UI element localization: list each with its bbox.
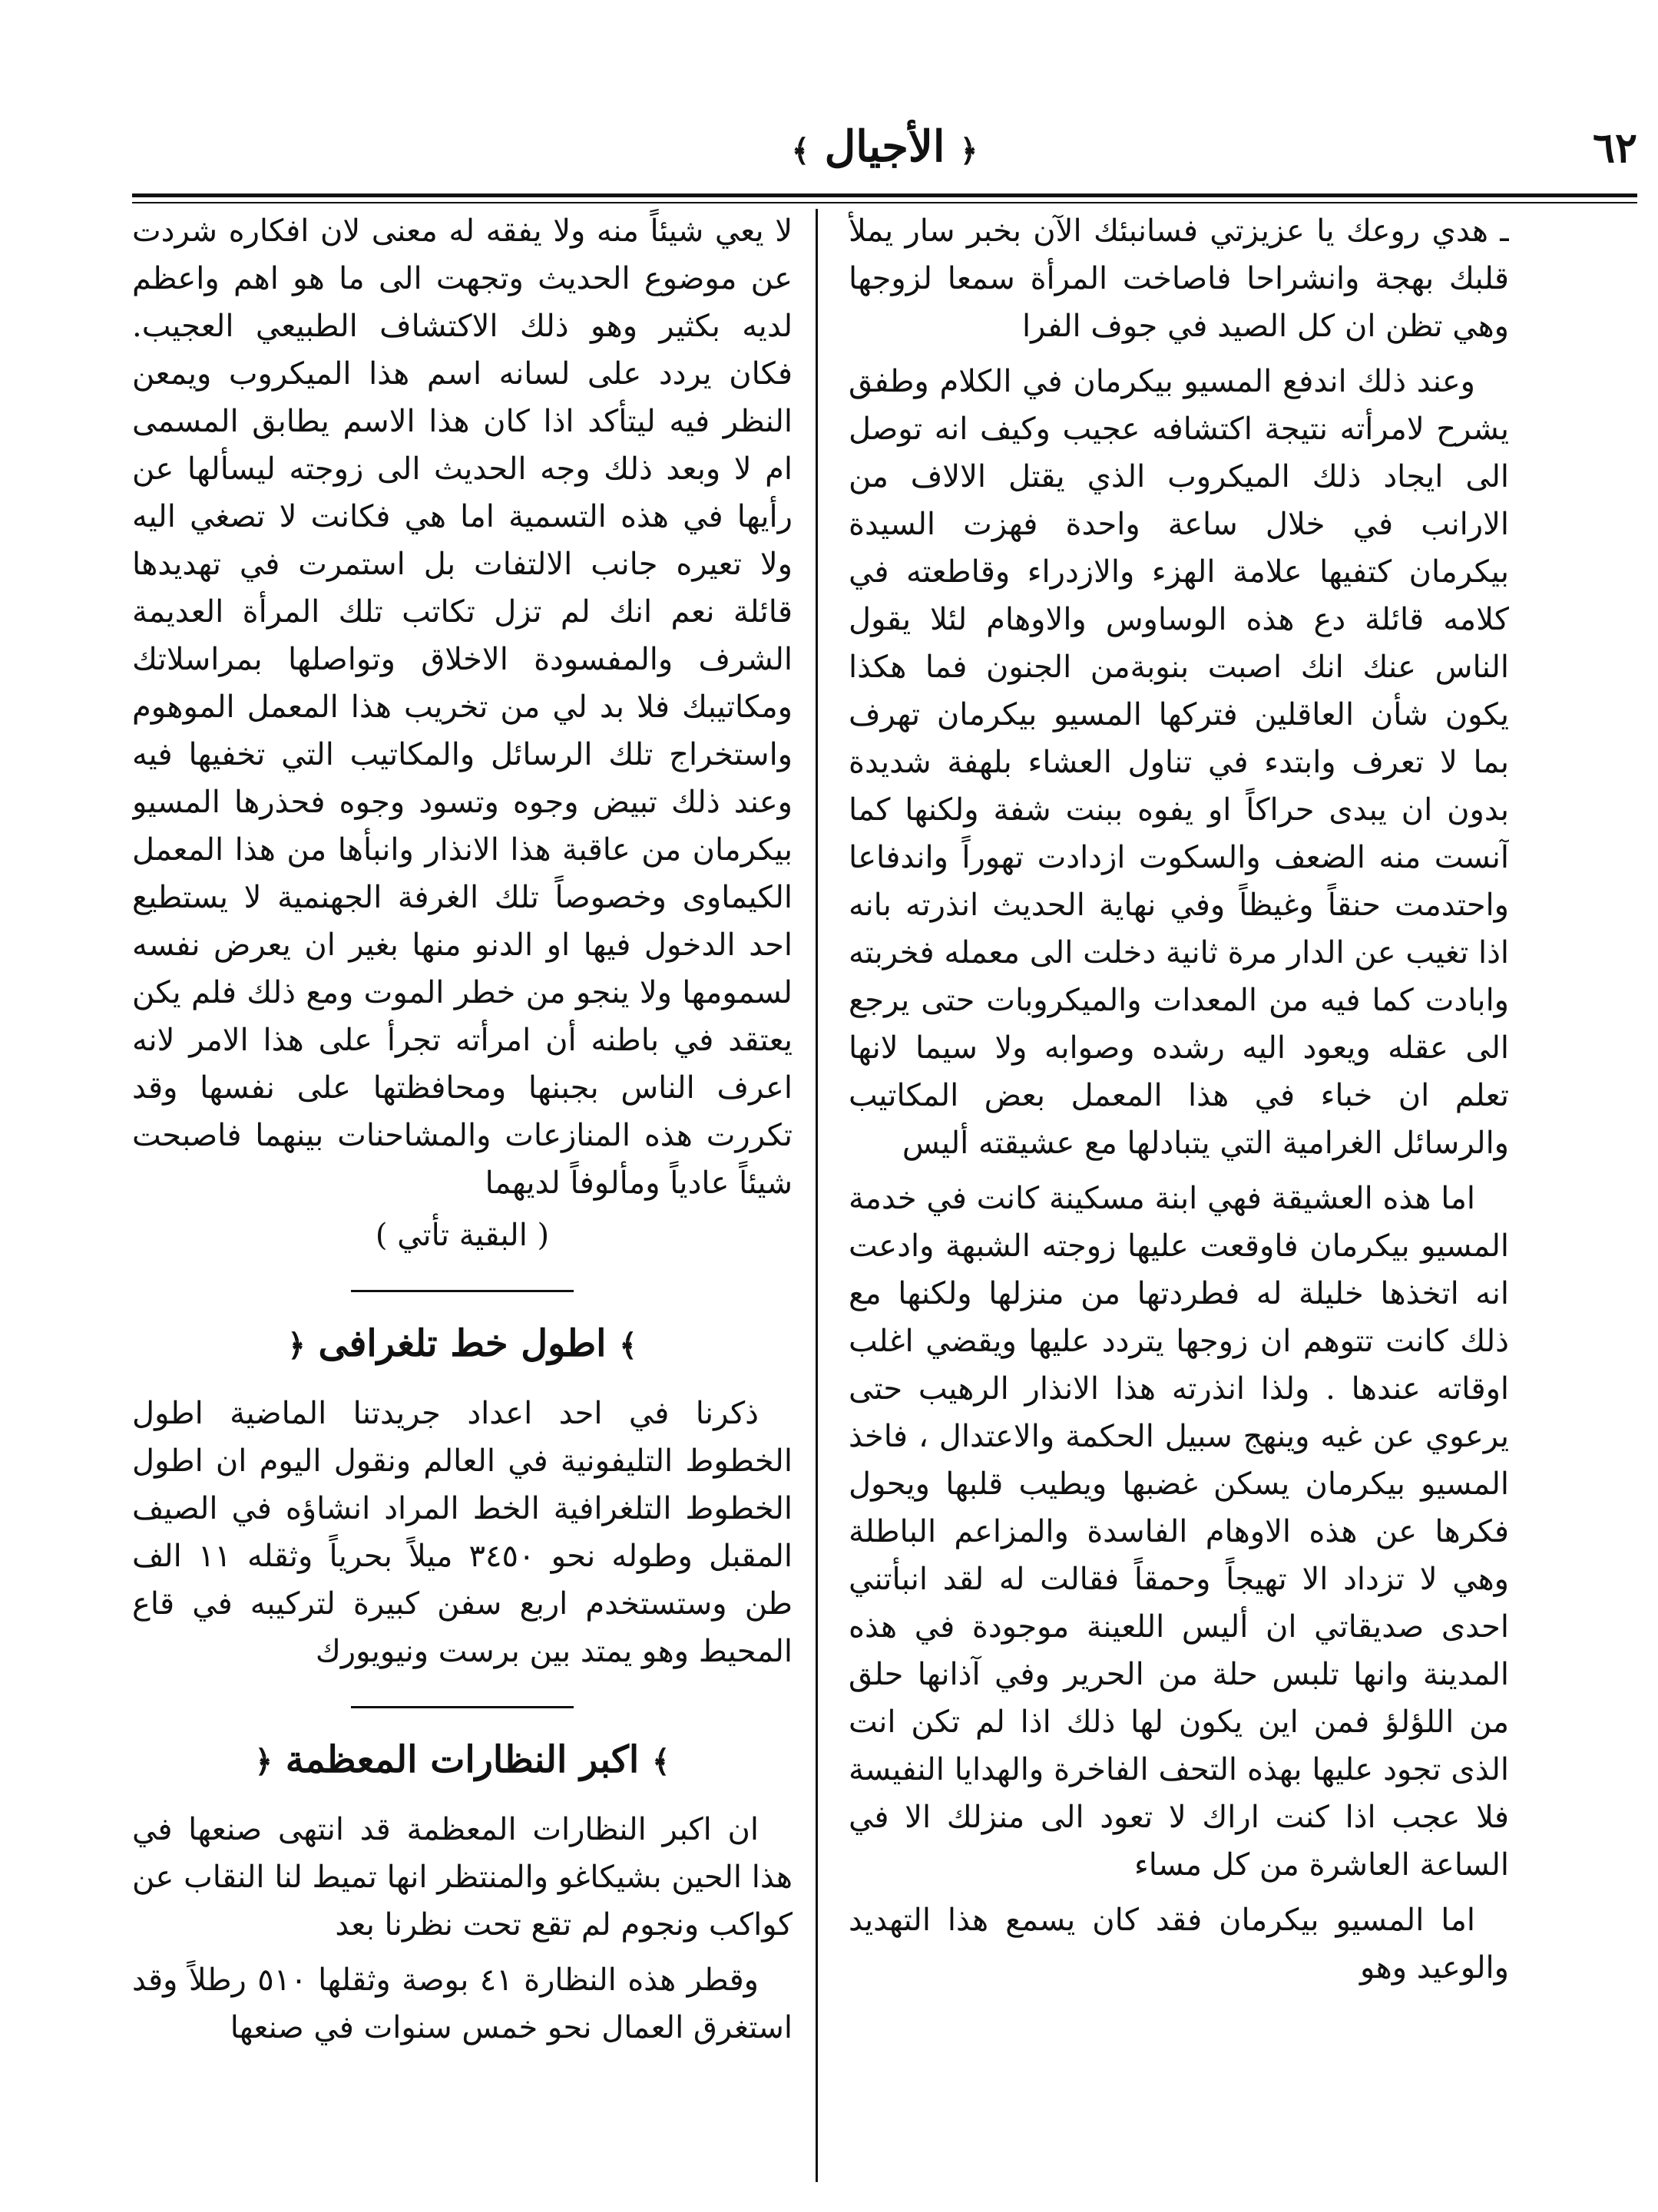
continued-note: ( البقية تأتي ): [375, 1218, 550, 1253]
paragraph: ـ هدي روعك يا عزيزتي فسانبئك الآن بخبر سار يملأ قلبك بهجة وانشراحا فاصاخت المرأة سمعا لزوجها وهي تظن ان كل الصيد في جوف الفرا: [849, 213, 1509, 344]
title-ornament: ﴿: [287, 1328, 306, 1364]
column-divider: [816, 209, 818, 2182]
title-ornament-left: ﴿: [959, 133, 978, 169]
title-ornament: ﴿: [254, 1744, 273, 1780]
section-divider: [351, 1706, 574, 1708]
section-divider: [351, 1290, 574, 1292]
title-ornament-right: ﴾: [791, 133, 810, 169]
title-ornament: ﴾: [619, 1328, 637, 1364]
page-header: [132, 115, 1637, 184]
paragraph: وعند ذلك اندفع المسيو بيكرمان في الكلام وطفق يشرح لامرأته نتيجة اكتشافه عجيب وكيف انه توصل الى ايجاد ذلك الميكروب الذي يقتل الالاف من الارانب في خلال ساعة واحدة فهزت السيدة بيكرمان كتفيها علامة الهزء والازدراء وقاطعته في كلامه قائلة دع هذه الوساوس والاوهام لئلا يقول الناس عنك انك اصبت بنوبةمن الجنون فما هكذا يكون شأن العاقلين فتركها المسيو بيكرمان تهرف بما لا تعرف وابتدء في تناول العشاء بلهفة شديدة بدون ان يبدى حراكاً او يفوه ببنت شفة ولكنها كما آنست منه الضعف والسكوت ازدادت تهوراً واندفاعا واحتدمت حنقاً وغيظاً وفي نهاية الحديث انذرته بانه اذا تغيب عن الدار مرة ثانية دخلت الى معمله فخربته وابادت كما فيه من المعدات والميكروبات حتى يرجع الى عقله ويعود اليه رشده وصوابه ولا سيما لانها تعلم ان خباء في هذا المعمل بعض المكاتيب والرسائل الغرامية التي يتبادلها مع عشيقته أليس: [849, 364, 1509, 1161]
story-paragraph: لا يعي شيئاً منه ولا يفقه له معنى لان افكاره شردت عن موضوع الحديث وتجهت الى ما هو اهم واعظم لديه بكثير وهو ذلك الاكتشاف الطبيعي العجيب. فكان يردد على لسانه اسم هذا الميكروب ويمعن النظر فيه ليتأكد اذا كان هذا الاسم يطابق المسمى ام لا وبعد ذلك وجه الحديث الى زوجته ليسألها عن رأيها في هذه التسمية اما هي فكانت لا تصغي اليه ولا تعيره جانب الالتفات بل استمرت في تهديدها قائلة نعم انك لم تزل تكاتب تلك المرأة العديمة الشرف والمفسودة الاخلاق وتواصلها بمراسلاتك ومكاتيبك فلا بد لي من تخريب هذا المعمل الموهوم واستخراج تلك الرسائل والمكاتيب التي تخفيها فيه وعند ذلك تبيض وجوه وتسود وجوه فحذرها المسيو بيكرمان من عاقبة هذا الانذار وانبأها من هذا المعمل الكيماوى وخصوصاً تلك الغرفة الجهنمية لا يستطيع احد الدخول فيها او الدنو منها بغير ان يعرض نفسه لسمومها ولا ينجو من خطر الموت ومع ذلك فلم يكن يعتقد في باطنه أن امرأته تجرأ على هذا الامر لانه اعرف الناس بجبنها ومحافظتها على نفسها وقد تكررت هذه المنازعات والمشاحنات بينهما فاصبحت شيئاً عادياً ومألوفاً لديهما: [132, 213, 793, 1201]
article-title-telegraph: [132, 1320, 793, 1370]
article-paragraph: ان اكبر النظارات المعظمة قد انتهى صنعها في هذا الحين بشيكاغو والمنتظر انها تميط لنا النقاب عن كواكب ونجوم لم تقع تحت نظرنا بعد: [132, 1812, 793, 1943]
right-column: [849, 207, 1509, 2196]
header-rule: [132, 193, 1637, 203]
left-column: [132, 207, 793, 2196]
paragraph: اما المسيو بيكرمان فقد كان يسمع هذا التهديد والوعيد وهو: [849, 1903, 1509, 1986]
paragraph: اما هذه العشيقة فهي ابنة مسكينة كانت في خدمة المسيو بيكرمان فاوقعت عليها زوجته الشبهة وادعت انه اتخذها خليلة له فطردتها من منزلها ولكنها مع ذلك كانت تتوهم ان زوجها يتردد عليها ويقضي اغلب اوقاته عندها . ولذا انذرته هذا الانذار الرهيب حتى يرعوي عن غيه وينهج سبيل الحكمة والاعتدال ، فاخذ المسيو بيكرمان يسكن غضبها ويطيب قلبها ويحول فكرها عن هذه الاوهام الفاسدة والمزاعم الباطلة وهي لا تزداد الا تهيجاً وحمقاً فقالت له لقد انبأتني احدى صديقاتي ان أليس اللعينة موجودة في هذه المدينة وانها تلبس حلة من الحرير وفي آذانها حلق من اللؤلؤ فمن اين يكون لها ذلك اذا لم تكن انت الذى تجود عليها بهذه التحف الفاخرة والهدايا النفيسة فلا عجب اذا كنت اراك لا تعود الى منزلك الا في الساعة العاشرة من كل مساء: [849, 1181, 1509, 1883]
article-title-text: اكبر النظارات المعظمة: [285, 1738, 640, 1781]
article-paragraph: ذكرنا في احد اعداد جريدتنا الماضية اطول الخطوط التليفونية في العالم ونقول اليوم ان اطول الخطوط التلغرافية الخط المراد انشاؤه في الصيف المقبل وطوله نحو ٣٤٥٠ ميلاً بحرياً وثقله ١١ الف طن وستستخدم اربع سفن كبيرة لتركيبه في قاع المحيط وهو يمتد بين برست ونيويورك: [132, 1396, 793, 1669]
article-title-text: اطول خط تلغرافى: [318, 1322, 607, 1365]
running-title: الأجيال: [824, 121, 945, 172]
article-paragraph: وقطر هذه النظارة ٤١ بوصة وثقلها ٥١٠ رطلاً وقد استغرق العمال نحو خمس سنوات في صنعها: [132, 1962, 793, 2045]
page-number: ٦٢: [1592, 123, 1637, 172]
title-ornament: ﴾: [651, 1744, 670, 1780]
running-title-block: [132, 121, 1637, 172]
article-title-telescope: [132, 1736, 793, 1786]
